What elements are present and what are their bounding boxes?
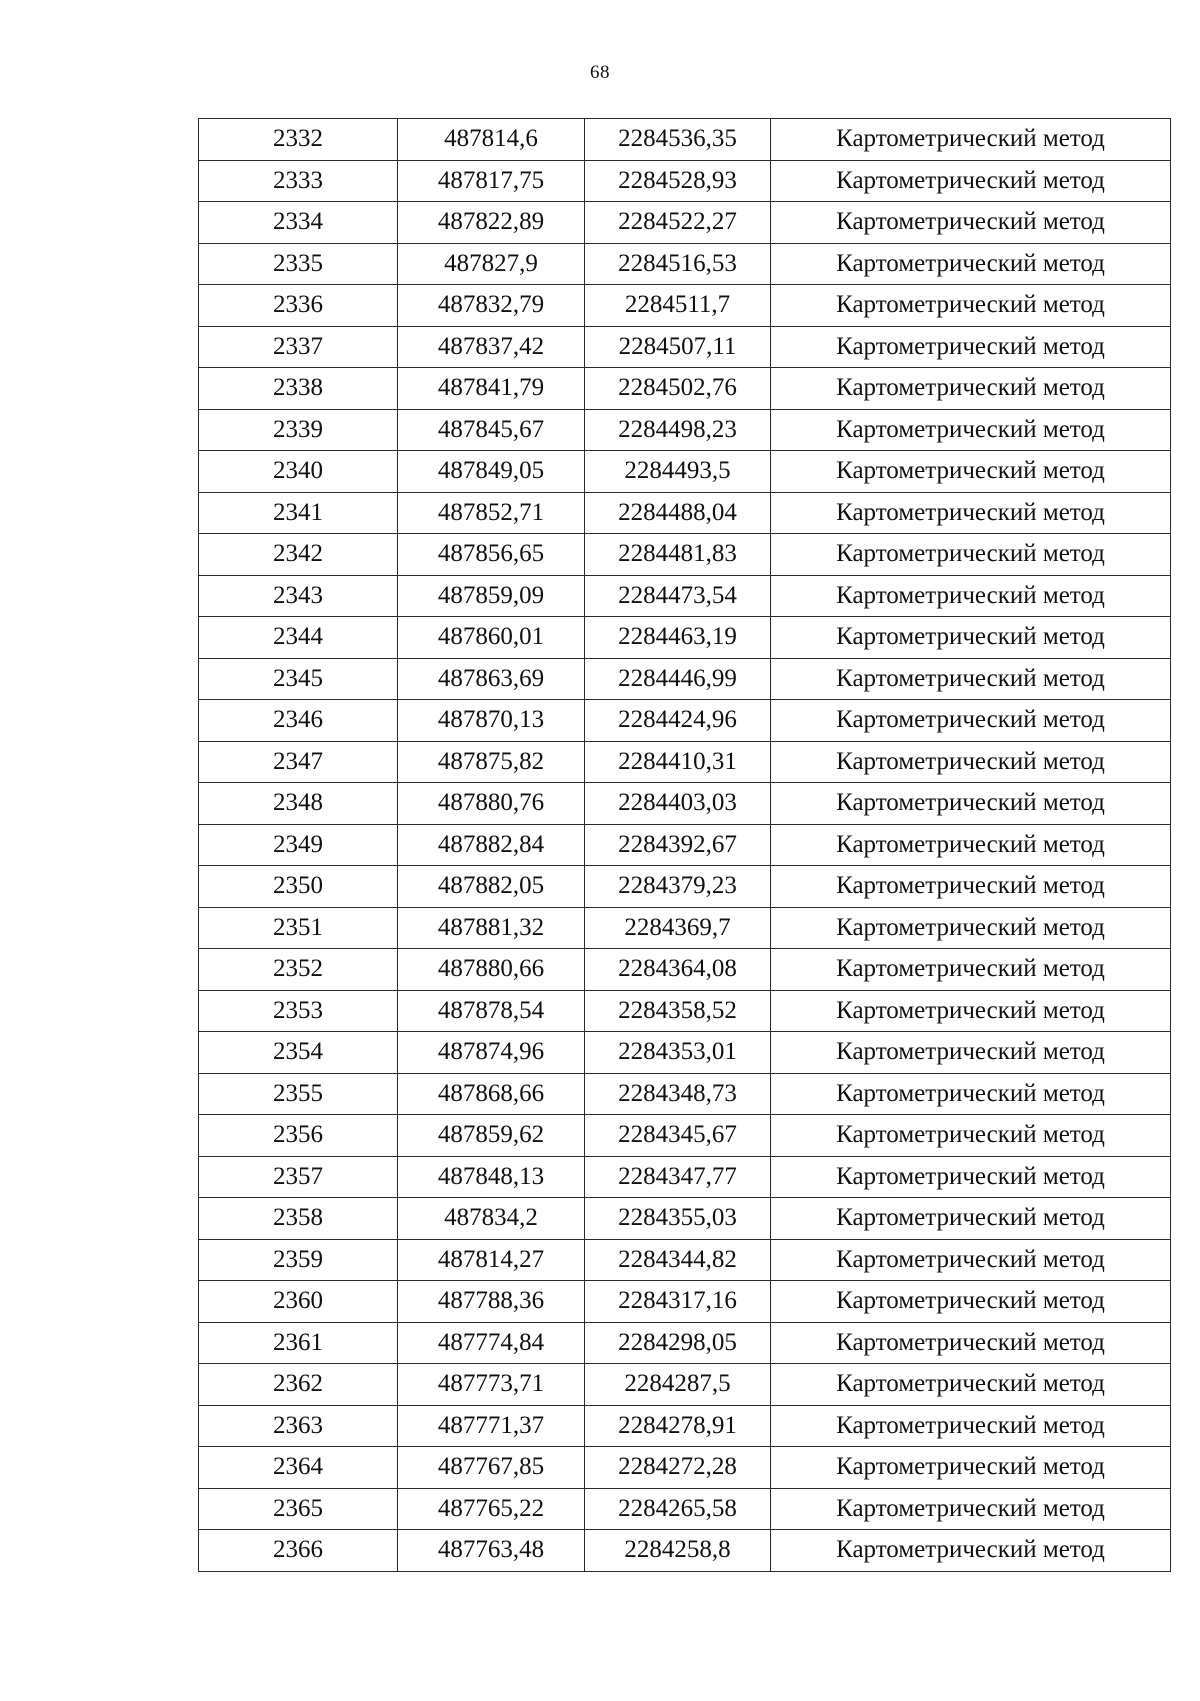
point-number-cell: 2363 [199, 1405, 398, 1447]
point-number-cell: 2358 [199, 1198, 398, 1240]
table-row [199, 575, 1171, 617]
table-row [199, 119, 1171, 161]
y-coordinate-cell: 2284265,58 [585, 1488, 771, 1530]
x-coordinate-cell: 487837,42 [398, 326, 585, 368]
table-row [199, 1281, 1171, 1323]
y-coordinate-cell: 2284358,52 [585, 990, 771, 1032]
point-number-cell: 2356 [199, 1115, 398, 1157]
table-row [199, 534, 1171, 576]
x-coordinate-cell: 487814,27 [398, 1239, 585, 1281]
point-number-cell: 2354 [199, 1032, 398, 1074]
x-coordinate-cell: 487848,13 [398, 1156, 585, 1198]
point-number-cell: 2348 [199, 783, 398, 825]
table-row [199, 1447, 1171, 1489]
method-cell: Картометрический метод [771, 1447, 1171, 1489]
x-coordinate-cell: 487767,85 [398, 1447, 585, 1489]
y-coordinate-cell: 2284298,05 [585, 1322, 771, 1364]
method-cell: Картометрический метод [771, 368, 1171, 410]
table-row [199, 368, 1171, 410]
point-number-cell: 2336 [199, 285, 398, 327]
x-coordinate-cell: 487863,69 [398, 658, 585, 700]
point-number-cell: 2349 [199, 824, 398, 866]
x-coordinate-cell: 487788,36 [398, 1281, 585, 1323]
point-number-cell: 2346 [199, 700, 398, 742]
point-number-cell: 2341 [199, 492, 398, 534]
point-number-cell: 2340 [199, 451, 398, 493]
x-coordinate-cell: 487849,05 [398, 451, 585, 493]
x-coordinate-cell: 487868,66 [398, 1073, 585, 1115]
method-cell: Картометрический метод [771, 202, 1171, 244]
method-cell: Картометрический метод [771, 326, 1171, 368]
y-coordinate-cell: 2284345,67 [585, 1115, 771, 1157]
y-coordinate-cell: 2284528,93 [585, 160, 771, 202]
x-coordinate-cell: 487852,71 [398, 492, 585, 534]
x-coordinate-cell: 487771,37 [398, 1405, 585, 1447]
x-coordinate-cell: 487878,54 [398, 990, 585, 1032]
y-coordinate-cell: 2284473,54 [585, 575, 771, 617]
y-coordinate-cell: 2284278,91 [585, 1405, 771, 1447]
table-row [199, 783, 1171, 825]
table-row [199, 1032, 1171, 1074]
table-row [199, 824, 1171, 866]
y-coordinate-cell: 2284488,04 [585, 492, 771, 534]
table-row [199, 1322, 1171, 1364]
method-cell: Картометрический метод [771, 866, 1171, 908]
x-coordinate-cell: 487832,79 [398, 285, 585, 327]
x-coordinate-cell: 487814,6 [398, 119, 585, 161]
x-coordinate-cell: 487827,9 [398, 243, 585, 285]
x-coordinate-cell: 487841,79 [398, 368, 585, 410]
x-coordinate-cell: 487874,96 [398, 1032, 585, 1074]
point-number-cell: 2333 [199, 160, 398, 202]
point-number-cell: 2339 [199, 409, 398, 451]
point-number-cell: 2350 [199, 866, 398, 908]
method-cell: Картометрический метод [771, 949, 1171, 991]
table-row [199, 1530, 1171, 1572]
y-coordinate-cell: 2284481,83 [585, 534, 771, 576]
x-coordinate-cell: 487856,65 [398, 534, 585, 576]
point-number-cell: 2345 [199, 658, 398, 700]
point-number-cell: 2342 [199, 534, 398, 576]
x-coordinate-cell: 487845,67 [398, 409, 585, 451]
table-row [199, 907, 1171, 949]
point-number-cell: 2343 [199, 575, 398, 617]
table-row [199, 949, 1171, 991]
y-coordinate-cell: 2284347,77 [585, 1156, 771, 1198]
table-row [199, 409, 1171, 451]
table-row [199, 658, 1171, 700]
point-number-cell: 2361 [199, 1322, 398, 1364]
method-cell: Картометрический метод [771, 741, 1171, 783]
point-number-cell: 2351 [199, 907, 398, 949]
y-coordinate-cell: 2284355,03 [585, 1198, 771, 1240]
method-cell: Картометрический метод [771, 492, 1171, 534]
method-cell: Картометрический метод [771, 824, 1171, 866]
point-number-cell: 2352 [199, 949, 398, 991]
x-coordinate-cell: 487860,01 [398, 617, 585, 659]
point-number-cell: 2365 [199, 1488, 398, 1530]
x-coordinate-cell: 487859,62 [398, 1115, 585, 1157]
x-coordinate-cell: 487834,2 [398, 1198, 585, 1240]
y-coordinate-cell: 2284446,99 [585, 658, 771, 700]
table-row [199, 866, 1171, 908]
method-cell: Картометрический метод [771, 409, 1171, 451]
y-coordinate-cell: 2284272,28 [585, 1447, 771, 1489]
table-row [199, 1364, 1171, 1406]
point-number-cell: 2337 [199, 326, 398, 368]
y-coordinate-cell: 2284493,5 [585, 451, 771, 493]
method-cell: Картометрический метод [771, 1364, 1171, 1406]
x-coordinate-cell: 487882,84 [398, 824, 585, 866]
table-row [199, 285, 1171, 327]
x-coordinate-cell: 487880,76 [398, 783, 585, 825]
coordinates-table [198, 118, 1171, 1572]
point-number-cell: 2334 [199, 202, 398, 244]
table-row [199, 617, 1171, 659]
x-coordinate-cell: 487870,13 [398, 700, 585, 742]
point-number-cell: 2362 [199, 1364, 398, 1406]
point-number-cell: 2347 [199, 741, 398, 783]
y-coordinate-cell: 2284507,11 [585, 326, 771, 368]
method-cell: Картометрический метод [771, 1156, 1171, 1198]
y-coordinate-cell: 2284502,76 [585, 368, 771, 410]
coordinates-table-body [199, 119, 1171, 1572]
y-coordinate-cell: 2284498,23 [585, 409, 771, 451]
method-cell: Картометрический метод [771, 1405, 1171, 1447]
method-cell: Картометрический метод [771, 119, 1171, 161]
y-coordinate-cell: 2284511,7 [585, 285, 771, 327]
point-number-cell: 2355 [199, 1073, 398, 1115]
table-row [199, 1156, 1171, 1198]
method-cell: Картометрический метод [771, 160, 1171, 202]
y-coordinate-cell: 2284410,31 [585, 741, 771, 783]
y-coordinate-cell: 2284353,01 [585, 1032, 771, 1074]
table-row [199, 1115, 1171, 1157]
y-coordinate-cell: 2284379,23 [585, 866, 771, 908]
x-coordinate-cell: 487765,22 [398, 1488, 585, 1530]
table-row [199, 1405, 1171, 1447]
method-cell: Картометрический метод [771, 1281, 1171, 1323]
y-coordinate-cell: 2284364,08 [585, 949, 771, 991]
point-number-cell: 2338 [199, 368, 398, 410]
x-coordinate-cell: 487817,75 [398, 160, 585, 202]
method-cell: Картометрический метод [771, 1115, 1171, 1157]
table-row [199, 326, 1171, 368]
table-row [199, 1073, 1171, 1115]
y-coordinate-cell: 2284424,96 [585, 700, 771, 742]
x-coordinate-cell: 487822,89 [398, 202, 585, 244]
y-coordinate-cell: 2284403,03 [585, 783, 771, 825]
y-coordinate-cell: 2284317,16 [585, 1281, 771, 1323]
y-coordinate-cell: 2284536,35 [585, 119, 771, 161]
table-row [199, 990, 1171, 1032]
x-coordinate-cell: 487774,84 [398, 1322, 585, 1364]
y-coordinate-cell: 2284344,82 [585, 1239, 771, 1281]
x-coordinate-cell: 487763,48 [398, 1530, 585, 1572]
table-row [199, 492, 1171, 534]
method-cell: Картометрический метод [771, 990, 1171, 1032]
y-coordinate-cell: 2284258,8 [585, 1530, 771, 1572]
x-coordinate-cell: 487880,66 [398, 949, 585, 991]
x-coordinate-cell: 487875,82 [398, 741, 585, 783]
point-number-cell: 2359 [199, 1239, 398, 1281]
method-cell: Картометрический метод [771, 285, 1171, 327]
page-number: 68 [590, 62, 610, 83]
table-row [199, 243, 1171, 285]
point-number-cell: 2332 [199, 119, 398, 161]
x-coordinate-cell: 487882,05 [398, 866, 585, 908]
method-cell: Картометрический метод [771, 534, 1171, 576]
y-coordinate-cell: 2284287,5 [585, 1364, 771, 1406]
table-row [199, 741, 1171, 783]
method-cell: Картометрический метод [771, 658, 1171, 700]
point-number-cell: 2335 [199, 243, 398, 285]
y-coordinate-cell: 2284369,7 [585, 907, 771, 949]
method-cell: Картометрический метод [771, 700, 1171, 742]
method-cell: Картометрический метод [771, 1322, 1171, 1364]
table-row [199, 202, 1171, 244]
table-row [199, 1488, 1171, 1530]
method-cell: Картометрический метод [771, 575, 1171, 617]
method-cell: Картометрический метод [771, 243, 1171, 285]
y-coordinate-cell: 2284392,67 [585, 824, 771, 866]
point-number-cell: 2344 [199, 617, 398, 659]
method-cell: Картометрический метод [771, 783, 1171, 825]
table-row [199, 1239, 1171, 1281]
method-cell: Картометрический метод [771, 1530, 1171, 1572]
point-number-cell: 2366 [199, 1530, 398, 1572]
method-cell: Картометрический метод [771, 1073, 1171, 1115]
method-cell: Картометрический метод [771, 451, 1171, 493]
y-coordinate-cell: 2284463,19 [585, 617, 771, 659]
table-row [199, 1198, 1171, 1240]
x-coordinate-cell: 487859,09 [398, 575, 585, 617]
point-number-cell: 2360 [199, 1281, 398, 1323]
y-coordinate-cell: 2284516,53 [585, 243, 771, 285]
point-number-cell: 2357 [199, 1156, 398, 1198]
table-row [199, 451, 1171, 493]
y-coordinate-cell: 2284522,27 [585, 202, 771, 244]
method-cell: Картометрический метод [771, 1198, 1171, 1240]
y-coordinate-cell: 2284348,73 [585, 1073, 771, 1115]
method-cell: Картометрический метод [771, 1032, 1171, 1074]
method-cell: Картометрический метод [771, 1239, 1171, 1281]
point-number-cell: 2353 [199, 990, 398, 1032]
point-number-cell: 2364 [199, 1447, 398, 1489]
x-coordinate-cell: 487881,32 [398, 907, 585, 949]
method-cell: Картометрический метод [771, 617, 1171, 659]
method-cell: Картометрический метод [771, 907, 1171, 949]
x-coordinate-cell: 487773,71 [398, 1364, 585, 1406]
method-cell: Картометрический метод [771, 1488, 1171, 1530]
table-row [199, 160, 1171, 202]
table-row [199, 700, 1171, 742]
